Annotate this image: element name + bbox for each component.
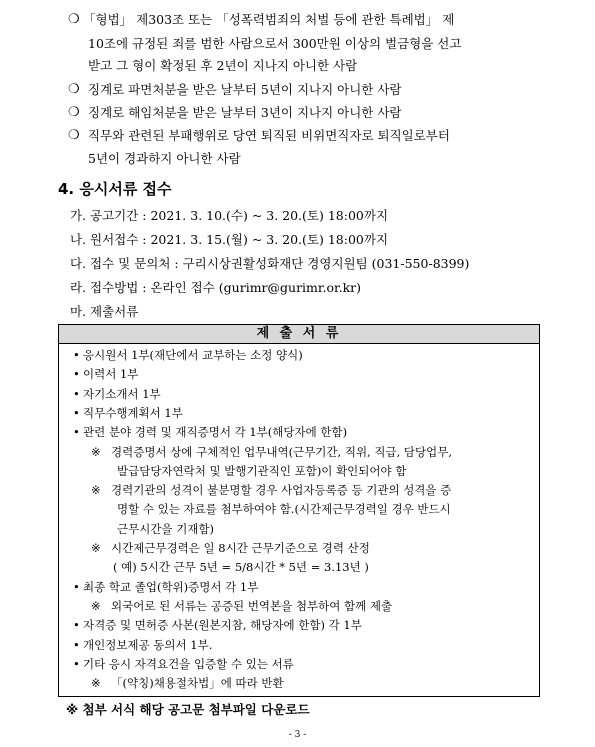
- box-row-text: 최종 학교 졸업(학위)증명서 각 1부: [83, 579, 259, 594]
- box-title: 제 출 서 류: [59, 325, 539, 344]
- box-row-text: 외국어로 된 서류는 공증된 번역본을 첨부하여 함께 제출: [111, 598, 393, 613]
- dot-bullet-icon: •: [73, 367, 80, 382]
- list-line: 5년이 경과하지 아니한 사람: [88, 151, 241, 166]
- list-line: 직무와 관련된 부패행위로 당연 퇴직된 비위면직자로 퇴직일로부터: [88, 128, 450, 143]
- page-number: - 3 -: [288, 730, 307, 740]
- box-row-text: 응시원서 1부(재단에서 교부하는 소정 양식): [83, 348, 303, 362]
- circle-bullet-icon: ❍: [68, 128, 80, 143]
- box-row-text: 경력증명서 상에 구체적인 업무내역(근무기간, 직위, 직급, 담당업무,: [111, 444, 452, 459]
- submission-docs-box: [58, 324, 540, 697]
- dot-bullet-icon: •: [73, 637, 80, 652]
- box-row-text: 「(약칭)채용절차법」에 따라 반환: [111, 676, 284, 691]
- dot-bullet-icon: •: [73, 579, 80, 594]
- list-line: 징계로 파면처분을 받은 날부터 5년이 지나지 아니한 사람: [88, 82, 402, 97]
- box-row-text: 명할 수 있는 자료를 첨부하여야 함.(시간제근무경력일 경우 반드시: [117, 502, 451, 517]
- box-row-text: 개인정보제공 동의서 1부.: [83, 637, 213, 652]
- reference-mark-icon: ※: [91, 598, 101, 613]
- circle-bullet-icon: ❍: [68, 105, 80, 120]
- dot-bullet-icon: •: [73, 425, 80, 440]
- reference-mark-icon: ※: [91, 541, 101, 555]
- section-heading: 4. 응시서류 접수: [58, 180, 172, 198]
- box-row-text: 발급담당자연락처 및 발행기관직인 포함)이 확인되어야 함: [117, 463, 407, 478]
- reference-mark-icon: ※: [91, 676, 101, 691]
- dot-bullet-icon: •: [73, 348, 80, 362]
- list-line: 「형법」 제303조 또는 「성폭력범죄의 처벌 등에 관한 특례법」 제: [83, 12, 455, 27]
- section-item: 라. 접수방법 : 온라인 접수 (gurimr@gurimr.or.kr): [70, 280, 362, 295]
- list-line: 10조에 규정된 죄를 범한 사람으로서 300만원 이상의 벌금형을 선고: [88, 36, 462, 51]
- dot-bullet-icon: •: [73, 618, 80, 633]
- box-row-text: 기타 응시 자격요건을 입증할 수 있는 서류: [83, 656, 294, 671]
- box-row-text: 자격증 및 면허증 사본(원본지참, 해당자에 한함) 각 1부: [83, 618, 362, 633]
- list-line: 징계로 해임처분을 받은 날부터 3년이 지나지 아니한 사람: [88, 105, 402, 120]
- circle-bullet-icon: ❍: [68, 82, 80, 97]
- box-row-text: 자기소개서 1부: [83, 386, 161, 401]
- dot-bullet-icon: •: [73, 386, 80, 401]
- reference-mark-icon: ※: [91, 483, 101, 498]
- box-row-text: 시간제근무경력은 일 8시간 근무기준으로 경력 산정: [111, 541, 370, 555]
- attachment-note: ※ 첨부 서식 해당 공고문 첨부파일 다운로드: [66, 702, 310, 717]
- list-line: 받고 그 형이 확정된 후 2년이 지나지 아니한 사람: [88, 58, 358, 73]
- box-row-text: 경력기관의 성격이 불분명할 경우 사업자등록증 등 기관의 성격을 증: [111, 483, 452, 498]
- section-item: 마. 제출서류: [70, 304, 139, 319]
- box-row-text: 이력서 1부: [83, 367, 139, 382]
- box-row-text: 직무수행계획서 1부: [83, 405, 183, 420]
- section-item: 다. 접수 및 문의처 : 구리시상권활성화재단 경영지원팀 (031-550-8399): [70, 256, 470, 271]
- section-item: 나. 원서접수 : 2021. 3. 15.(월) ~ 3. 20.(토) 18:00까지: [70, 232, 389, 247]
- box-row-text: 근무시간을 기재함): [117, 521, 215, 536]
- box-row-text: 관련 분야 경력 및 재직증명서 각 1부(해당자에 한함): [83, 425, 348, 440]
- section-item: 가. 공고기간 : 2021. 3. 10.(수) ~ 3. 20.(토) 18:00까지: [70, 208, 389, 223]
- circle-bullet-icon: ❍: [68, 12, 80, 27]
- dot-bullet-icon: •: [73, 405, 80, 420]
- box-row-text: ( 예) 5시간 근무 5년 = 5/8시간 * 5년 = 3.13년 ): [113, 560, 369, 575]
- reference-mark-icon: ※: [91, 444, 101, 459]
- dot-bullet-icon: •: [73, 656, 80, 671]
